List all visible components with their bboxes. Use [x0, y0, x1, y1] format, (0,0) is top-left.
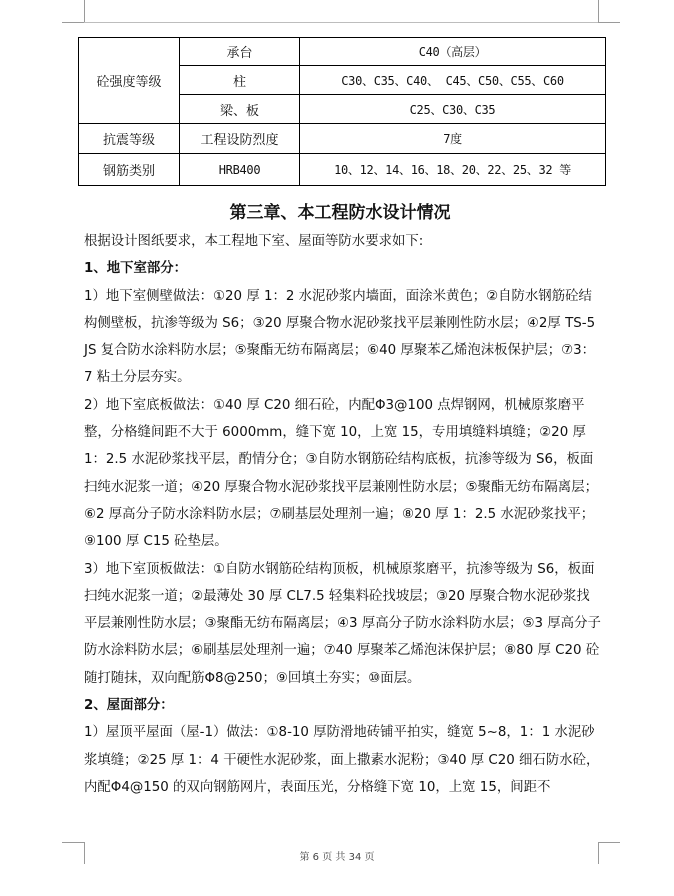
table-value-cell: 10、12、14、16、18、20、22、25、32 等: [300, 154, 606, 186]
table-row: [79, 154, 606, 186]
section-heading: 1、地下室部分：: [84, 261, 188, 277]
paragraph: 1）地下室侧壁做法：①20 厚 1：2 水泥砂浆内墙面，面涂米黄色；②自防水钢筋砼结构侧壁板，抗渗等级为 S6；③20 厚聚合物水泥砂浆找平层兼刚性防水层；④2厚 TS-5 JS 复合防水涂料防水层；⑤聚酯无纺布隔离层；⑥40 厚聚苯乙烯泡沫板保护层；⑦3：7 粘土分层夯实。: [84, 288, 596, 386]
header-rule: [84, 22, 598, 23]
table-item-cell: HRB400: [180, 154, 300, 186]
spec-table: [78, 37, 606, 186]
table-value-cell: C25、C30、C35: [300, 95, 606, 124]
table-row: [79, 124, 606, 154]
table-value-cell: 7度: [300, 124, 606, 154]
table-item-cell: 柱: [180, 66, 300, 95]
table-item-cell: 承台: [180, 38, 300, 66]
paragraph: 根据设计图纸要求，本工程地下室、屋面等防水要求如下:: [84, 234, 424, 249]
table-item-cell: 梁、板: [180, 95, 300, 124]
crop-mark-bottom-right-h: [598, 842, 620, 843]
paragraph: 2）地下室底板做法：①40 厚 C20 细石砼，内配Φ3@100 点焊钢网，机械原浆磨平整，分格缝间距不大于 6000mm，缝下宽 10，上宽 15，专用填缝料填缝；②20 厚 1：2.5 水泥砂浆找平层，酌情分仓；③自防水钢筋砼结构底板，抗渗等级为 S6，板面扫纯水泥浆一道；④20 厚聚合物水泥砂浆找平层兼刚性防水层；⑤聚酯无纺布隔离层；⑥2 厚高分子防水涂料防水层；⑦刷基层处理剂一遍；⑧20 厚 1：2.5 水泥砂浆找平；⑨100 厚 C15 砼垫层。: [84, 397, 598, 550]
paragraph: 3）地下室顶板做法：①自防水钢筋砼结构顶板，机械原浆磨平，抗渗等级为 S6，板面扫纯水泥浆一道；②最薄处 30 厚 CL7.5 轻集料砼找坡层；③20 厚聚合物水泥砂浆找平层兼刚性防水层；③聚酯无纺布隔离层；④3 厚高分子防水涂料防水层；⑤3 厚高分子防水涂料防水层；⑥刷基层处理剂一遍；⑦40 厚聚苯乙烯泡沫保护层；⑧80 厚 C20 砼随打随抹，双向配筋Φ8@250；⑨回填土夯实；⑩面层。: [84, 561, 601, 686]
table-value-cell: C30、C35、C40、 C45、C50、C55、C60: [300, 66, 606, 95]
page-footer: 第 6 页 共 34 页: [299, 852, 375, 863]
document-body: [84, 198, 602, 801]
table-value-cell: C40（高层）: [300, 38, 606, 66]
section-heading: 2、屋面部分：: [84, 698, 174, 714]
table-group-cell: 砼强度等级: [79, 38, 180, 124]
paragraph: 1）屋顶平屋面（屋-1）做法：①8-10 厚防滑地砖铺平拍实，缝宽 5~8，1：1 水泥砂浆填缝；②25 厚 1：4 干硬性水泥砂浆，面上撒素水泥粉；③40 厚 C20 细石防水砼，内配Φ4@150 的双向钢筋网片，表面压光，分格缝下宽 10，上宽 15，间距不: [84, 725, 600, 795]
table-row: [79, 38, 606, 66]
crop-mark-top-right-h: [598, 22, 620, 23]
crop-mark-top-left-h: [62, 22, 84, 23]
table-group-cell: 钢筋类别: [79, 154, 180, 186]
chapter-title: 第三章、本工程防水设计情况: [229, 203, 451, 223]
table-item-cell: 工程设防烈度: [180, 124, 300, 154]
crop-mark-top-left: [84, 0, 85, 22]
crop-mark-top-right: [598, 0, 599, 22]
table-group-cell: 抗震等级: [79, 124, 180, 154]
crop-mark-bottom-left-h: [62, 842, 84, 843]
